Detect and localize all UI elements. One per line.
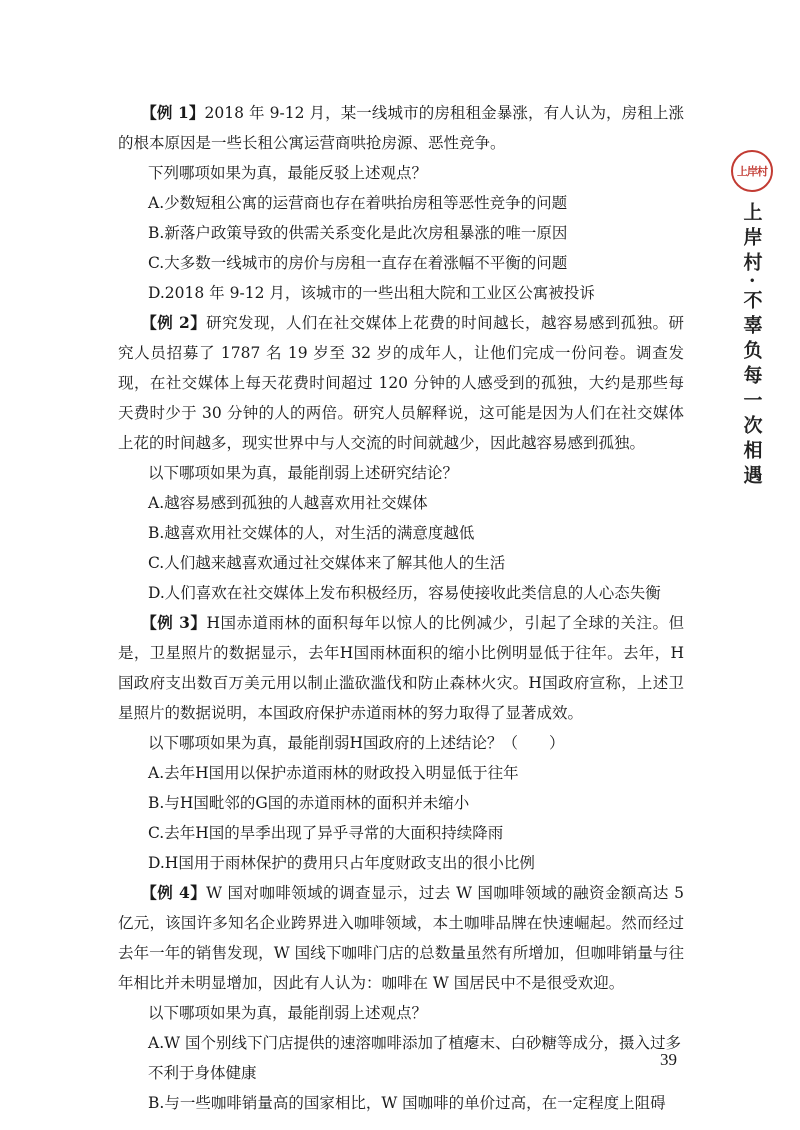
sidebar [730,150,774,490]
example-2-stem: 【例 2】研究发现，人们在社交媒体上花费的时间越长，越容易感到孤独。研究人员招募了 1787 名 19 岁至 32 岁的成年人，让他们完成一份问卷。调查发现，在社交媒体上每天花费时间超过 120 分钟的人感受到的孤独，大约是那些每天费时少于 30 分钟的人的两倍。研究人员解释说，这可能是因为人们在社交媒体上花的时间越多，现实世界中与人交流的时间就越少，因此越容易感到孤独。 [118,313,684,452]
example-1-tag: 【例 1】 [141,103,205,122]
example-3-question: 以下哪项如果为真，最能削弱H国政府的上述结论？（ ） [148,734,565,752]
example-4-question: 以下哪项如果为真，最能削弱上述观点？ [148,1004,428,1022]
option-b: B.与一些咖啡销量高的国家相比，W 国咖啡的单价过高，在一定程度上阻碍 [148,1094,666,1112]
example-1-stem: 【例 1】2018 年 9-12 月，某一线城市的房租租金暴涨，有人认为，房租上涨的根本原因是一些长租公寓运营商哄抢房源、恶性竞争。 [118,103,684,152]
example-3-stem: 【例 3】H国赤道雨林的面积每年以惊人的比例减少，引起了全球的关注。但是，卫星照片的数据显示，去年H国雨林面积的缩小比例明显低于往年。去年，H国政府支出数百万美元用以制止滥砍滥伐和防止森林火灾。H国政府宣称，上述卫星照片的数据说明，本国政府保护赤道雨林的努力取得了显著成效。 [118,613,684,722]
option-d: D.2018 年 9-12 月，该城市的一些出租大院和工业区公寓被投诉 [148,284,595,302]
example-2-question: 以下哪项如果为真，最能削弱上述研究结论？ [148,464,459,482]
option-d: D.H国用于雨林保护的费用只占年度财政支出的很小比例 [148,854,535,872]
option-b: B.越喜欢用社交媒体的人，对生活的满意度越低 [148,524,475,542]
example-4-stem: 【例 4】W 国对咖啡领域的调查显示，过去 W 国咖啡领域的融资金额高达 5 亿元，该国许多知名企业跨界进入咖啡领域，本土咖啡品牌在快速崛起。然而经过去年一年的销售发现，W 国线下咖啡门店的总数量虽然有所增加，但咖啡销量与往年相比并未明显增加，因此有人认为：咖啡在 W 国居民中不是很受欢迎。 [118,883,684,992]
example-3-tag: 【例 3】 [141,613,207,632]
option-d: D.人们喜欢在社交媒体上发布积极经历，容易使接收此类信息的人心态失衡 [148,584,661,602]
page-number: 39 [660,1050,677,1069]
option-a: A.越容易感到孤独的人越喜欢用社交媒体 [148,494,428,512]
example-4-tag: 【例 4】 [141,883,207,902]
sidebar-slogan: 上岸村·不辜负每一次相遇 [740,202,763,490]
option-c: C.人们越来越喜欢通过社交媒体来了解其他人的生活 [148,554,506,572]
option-a: A.W 国个别线下门店提供的速溶咖啡添加了植瘪末、白砂糖等成分，摄入过多不利于身体健康 [148,1034,681,1082]
example-2-tag: 【例 2】 [141,313,207,332]
option-a: A.去年H国用以保护赤道雨林的财政投入明显低于往年 [148,764,519,782]
option-b: B.与H国毗邻的G国的赤道雨林的面积并未缩小 [148,794,470,812]
example-1-question: 下列哪项如果为真，最能反驳上述观点？ [148,164,428,182]
option-c: C.去年H国的旱季出现了异乎寻常的大面积持续降雨 [148,824,504,842]
logo-text: 上岸村 [737,165,767,178]
option-a: A.少数短租公寓的运营商也存在着哄抬房租等恶性竞争的问题 [148,194,568,212]
logo-seal-icon [731,150,773,192]
page-content [118,98,684,1118]
option-c: C.大多数一线城市的房价与房租一直存在着涨幅不平衡的问题 [148,254,568,272]
option-b: B.新落户政策导致的供需关系变化是此次房租暴涨的唯一原因 [148,224,568,242]
